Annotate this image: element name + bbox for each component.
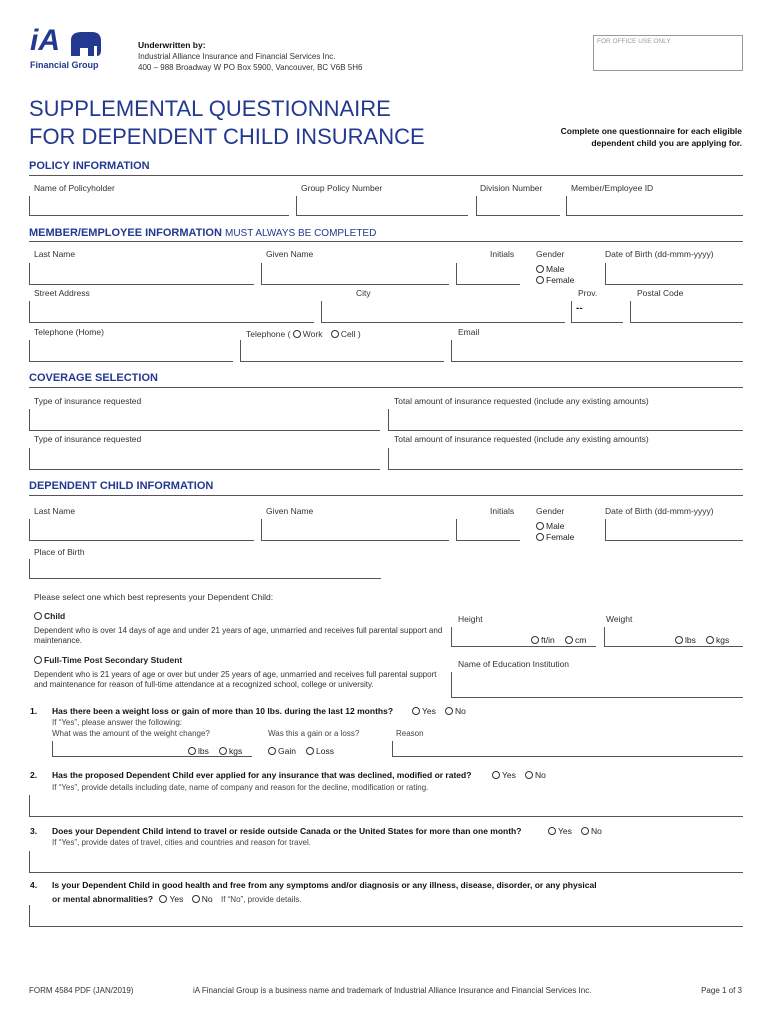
option-child-desc: Dependent who is over 14 days of age and under 21 years of age, unmarried and receives full parental support and maintenance. <box>34 626 443 645</box>
tel-work-field[interactable] <box>240 340 444 362</box>
child-last-name-field[interactable] <box>29 519 254 541</box>
member-given-name-field[interactable] <box>261 263 449 285</box>
section-rule <box>29 241 743 242</box>
company-name: Industrial Alliance Insurance and Financial Services Inc. <box>138 52 336 61</box>
tel-cell-radio[interactable] <box>331 329 361 339</box>
child-initials-label: Initials <box>490 506 515 516</box>
select-prompt: Please select one which best represents your Dependent Child: <box>34 592 274 602</box>
q3-sub-instruction: If “Yes”, provide dates of travel, cities and countries and reason for travel. <box>52 838 311 847</box>
radio-circle-icon <box>492 771 500 779</box>
coverage-amount-1-label: Total amount of insurance requested (include any existing amounts) <box>394 396 649 406</box>
postal-label: Postal Code <box>637 288 684 298</box>
q1-sub-instruction: If “Yes”, please answer the following: <box>52 718 182 727</box>
q1-loss-radio[interactable] <box>306 746 334 756</box>
yes-label: Yes <box>422 706 436 716</box>
q2-no-radio[interactable] <box>525 770 546 780</box>
option-student-label: Full-Time Post Secondary Student <box>44 655 183 665</box>
coverage-heading: COVERAGE SELECTION <box>29 372 158 384</box>
education-field[interactable] <box>451 672 743 698</box>
elephant-icon <box>68 30 102 58</box>
child-dob-label: Date of Birth (dd-mmm-yyyy) <box>605 506 714 516</box>
no-label: No <box>535 770 546 780</box>
male-label: Male <box>546 521 565 531</box>
q4-details-field[interactable] <box>29 905 743 927</box>
radio-circle-icon <box>293 330 301 338</box>
underwriter-block <box>138 40 362 72</box>
ia-logo <box>30 24 105 70</box>
q4-line-2 <box>52 894 301 904</box>
radio-circle-icon <box>159 895 167 903</box>
trademark-note: iA Financial Group is a business name and trademark of Industrial Alliance Insurance and Financial Services Inc. <box>193 986 592 995</box>
option-student-radio[interactable] <box>34 655 182 665</box>
q1-no-radio[interactable] <box>445 706 466 716</box>
radio-circle-icon <box>581 827 589 835</box>
tel-cell-label: Cell ) <box>340 329 361 339</box>
yes-label: Yes <box>502 770 516 780</box>
member-initials-label: Initials <box>490 249 515 259</box>
member-last-name-label: Last Name <box>34 249 76 259</box>
q1-gain-loss-label: Was this a gain or a loss? <box>268 729 360 738</box>
yes-label: Yes <box>558 826 572 836</box>
member-dob-field[interactable] <box>605 263 743 285</box>
office-use-box <box>593 35 743 71</box>
child-heading: DEPENDENT CHILD INFORMATION <box>29 480 214 492</box>
q2-text: Has the proposed Dependent Child ever applied for any insurance that was declined, modified or rated? <box>52 770 472 780</box>
q3-number: 3. <box>30 826 38 836</box>
weight-unit-kgs-radio[interactable] <box>706 635 729 645</box>
q3-text: Does your Dependent Child intend to travel or reside outside Canada or the United States for more than one month? <box>52 826 522 836</box>
no-label: No <box>201 894 213 904</box>
city-field[interactable] <box>321 301 565 323</box>
coverage-amount-2-label: Total amount of insurance requested (include any existing amounts) <box>394 434 649 444</box>
height-unit-ftin-radio[interactable] <box>531 635 555 645</box>
weight-label: Weight <box>606 614 633 624</box>
option-child-radio[interactable] <box>34 611 65 621</box>
option-student-desc: Dependent who is 21 years of age or over but under 25 years of age, unmarried and receives full parental support and maintenance for reason of full-time attendance at a recognized school, college or university. <box>34 670 437 689</box>
q4-text: Is your Dependent Child in good health and free from any symptoms and/or diagnosis or any illness, disease, disorder, or any physical <box>52 880 597 890</box>
coverage-amount-1-field[interactable] <box>388 409 743 431</box>
place-of-birth-field[interactable] <box>29 559 381 579</box>
radio-circle-icon <box>536 276 544 284</box>
note-line-1: Complete one questionnaire for each eligible <box>560 126 742 136</box>
q4-no-radio[interactable] <box>192 894 213 904</box>
page-title <box>29 95 425 151</box>
lbs-label: lbs <box>198 746 209 756</box>
email-field[interactable] <box>451 340 743 362</box>
city-label: City <box>356 288 371 298</box>
child-gender-label: Gender <box>536 506 565 516</box>
policyholder-field[interactable] <box>29 196 289 216</box>
member-gender-female-radio[interactable] <box>536 275 574 285</box>
no-label: No <box>455 706 466 716</box>
place-of-birth-label: Place of Birth <box>34 547 85 557</box>
q3-details-field[interactable] <box>29 851 743 873</box>
female-label: Female <box>546 532 575 542</box>
member-heading-text: MEMBER/EMPLOYEE INFORMATION <box>29 227 222 239</box>
weight-unit-lbs-radio[interactable] <box>675 635 696 645</box>
note-line-2: dependent child you are applying for. <box>591 138 742 148</box>
coverage-type-1-label: Type of insurance requested <box>34 396 142 406</box>
member-heading <box>29 227 376 239</box>
education-label: Name of Education Institution <box>458 659 570 669</box>
postal-field[interactable] <box>630 301 743 323</box>
child-initials-field[interactable] <box>456 519 520 541</box>
radio-circle-icon <box>536 265 544 273</box>
coverage-amount-2-field[interactable] <box>388 448 743 470</box>
radio-circle-icon <box>525 771 533 779</box>
child-gender-female-radio[interactable] <box>536 532 574 542</box>
gain-label: Gain <box>278 746 296 756</box>
lbs-label: lbs <box>685 635 696 645</box>
height-unit-cm-radio[interactable] <box>565 635 586 645</box>
q2-number: 2. <box>30 770 38 780</box>
radio-circle-icon <box>188 747 196 755</box>
radio-circle-icon <box>445 707 453 715</box>
q1-kgs-radio[interactable] <box>219 746 242 756</box>
coverage-type-1-field[interactable] <box>29 409 380 431</box>
member-gender-label: Gender <box>536 249 565 259</box>
division-field[interactable] <box>476 196 560 216</box>
tel-home-field[interactable] <box>29 340 233 362</box>
q2-details-field[interactable] <box>29 795 743 817</box>
group-policy-field[interactable] <box>296 196 468 216</box>
title-note <box>561 125 742 149</box>
female-label: Female <box>546 275 575 285</box>
kgs-label: kgs <box>716 635 730 645</box>
yes-label: Yes <box>169 894 184 904</box>
q1-lbs-radio[interactable] <box>188 746 209 756</box>
member-given-name-label: Given Name <box>266 249 314 259</box>
q2-yes-radio[interactable] <box>492 770 516 780</box>
policy-heading: POLICY INFORMATION <box>29 160 150 172</box>
q1-gain-radio[interactable] <box>268 746 296 756</box>
member-dob-label: Date of Birth (dd-mmm-yyyy) <box>605 249 714 259</box>
q1-weight-change-label: What was the amount of the weight change? <box>52 729 210 738</box>
street-label: Street Address <box>34 288 90 298</box>
street-field[interactable] <box>29 301 314 323</box>
radio-circle-icon <box>219 747 227 755</box>
radio-circle-icon <box>706 636 714 644</box>
radio-circle-icon <box>192 895 200 903</box>
section-rule <box>29 387 743 388</box>
radio-circle-icon <box>412 707 420 715</box>
ftin-label: ft/in <box>541 635 555 645</box>
prov-label: Prov. <box>578 288 598 298</box>
policyholder-label: Name of Policyholder <box>34 183 115 193</box>
email-label: Email <box>458 327 480 337</box>
company-address: 400 – 988 Broadway W PO Box 5900, Vancouver, BC V6B 5H6 <box>138 63 363 72</box>
radio-circle-icon <box>331 330 339 338</box>
coverage-type-2-field[interactable] <box>29 448 380 470</box>
tel-work-radio[interactable] <box>293 329 323 339</box>
division-label: Division Number <box>480 183 543 193</box>
q1-number: 1. <box>30 706 38 716</box>
page-number: Page 1 of 3 <box>701 986 742 995</box>
child-last-name-label: Last Name <box>34 506 76 516</box>
tel-work-label: Work <box>302 329 323 339</box>
q1-reason-field[interactable] <box>392 741 743 757</box>
radio-circle-icon <box>268 747 276 755</box>
radio-circle-icon <box>548 827 556 835</box>
prov-select[interactable] <box>571 301 623 323</box>
child-given-name-field[interactable] <box>261 519 449 541</box>
member-id-field[interactable] <box>566 196 743 216</box>
male-label: Male <box>546 264 565 274</box>
tel-prefix: Telephone ( <box>246 329 291 339</box>
radio-circle-icon <box>565 636 573 644</box>
option-child-label: Child <box>44 611 66 621</box>
radio-circle-icon <box>675 636 683 644</box>
section-rule <box>29 495 743 496</box>
q1-reason-label: Reason <box>396 729 424 738</box>
form-number: FORM 4584 PDF (JAN/2019) <box>29 986 134 995</box>
loss-label: Loss <box>316 746 334 756</box>
radio-circle-icon <box>34 656 42 664</box>
child-given-name-label: Given Name <box>266 506 314 516</box>
member-id-label: Member/Employee ID <box>571 183 654 193</box>
member-last-name-field[interactable] <box>29 263 254 285</box>
radio-circle-icon <box>531 636 539 644</box>
kgs-label: kgs <box>229 746 243 756</box>
prov-value: -- <box>576 303 583 314</box>
tel-home-label: Telephone (Home) <box>34 327 104 337</box>
q3-no-radio[interactable] <box>581 826 602 836</box>
q1-yes-radio[interactable] <box>412 706 436 716</box>
q3-yes-radio[interactable] <box>548 826 572 836</box>
coverage-type-2-label: Type of insurance requested <box>34 434 142 444</box>
q4-number: 4. <box>30 880 38 890</box>
office-use-label: FOR OFFICE USE ONLY <box>597 38 671 45</box>
q2-sub-instruction: If “Yes”, provide details including date, name of company and reason for the decline, modification or rating. <box>52 783 429 792</box>
q4-yes-radio[interactable] <box>159 894 183 904</box>
cm-label: cm <box>575 635 587 645</box>
section-rule <box>29 175 743 176</box>
member-gender-male-radio[interactable] <box>536 264 564 274</box>
q1-text: Has there been a weight loss or gain of more than 10 lbs. during the last 12 months? <box>52 706 394 716</box>
logo-sub-text: Financial Group <box>30 60 99 70</box>
q4-sub-instruction: If “No”, provide details. <box>220 895 302 904</box>
child-gender-male-radio[interactable] <box>536 521 564 531</box>
title-line-2: FOR DEPENDENT CHILD INSURANCE <box>29 124 425 149</box>
radio-circle-icon <box>306 747 314 755</box>
radio-circle-icon <box>536 533 544 541</box>
title-line-1: SUPPLEMENTAL QUESTIONNAIRE <box>29 96 391 121</box>
q4-text-2: or mental abnormalities? <box>52 894 154 904</box>
height-label: Height <box>458 614 483 624</box>
group-policy-label: Group Policy Number <box>301 183 383 193</box>
child-dob-field[interactable] <box>605 519 743 541</box>
radio-circle-icon <box>34 612 42 620</box>
logo-ia-text: iA <box>30 24 60 57</box>
radio-circle-icon <box>536 522 544 530</box>
underwritten-by-label: Underwritten by: <box>138 40 206 50</box>
tel-work-cell-label <box>246 329 361 339</box>
member-heading-sub: MUST ALWAYS BE COMPLETED <box>224 228 377 239</box>
member-initials-field[interactable] <box>456 263 520 285</box>
no-label: No <box>591 826 602 836</box>
